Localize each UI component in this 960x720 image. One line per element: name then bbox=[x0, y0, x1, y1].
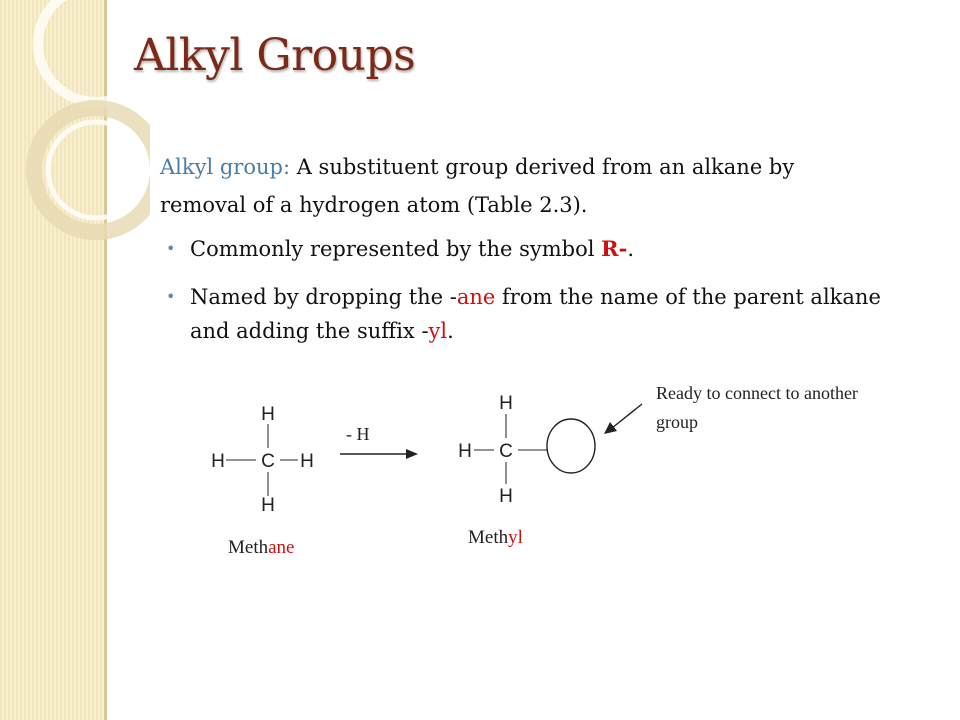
bullet-highlight: ane bbox=[456, 285, 496, 309]
methane-h-right: H bbox=[300, 451, 314, 472]
methyl-caption bbox=[468, 527, 523, 548]
bullet-icon: • bbox=[166, 287, 176, 306]
methyl-carbon: C bbox=[499, 441, 513, 462]
methyl-caption-stem: Meth bbox=[468, 527, 509, 548]
methane-caption-stem: Meth bbox=[228, 537, 269, 558]
methane-h-bottom: H bbox=[261, 495, 275, 516]
reaction-diagram bbox=[200, 378, 920, 588]
methane-h-left: H bbox=[211, 451, 225, 472]
definition-paragraph bbox=[160, 148, 880, 224]
callout-arrow-icon bbox=[604, 404, 642, 434]
circle-decoration bbox=[0, 0, 150, 300]
bullet-highlight: R- bbox=[601, 236, 628, 261]
bullet-item bbox=[164, 232, 904, 266]
bullet-text-end: . bbox=[447, 319, 454, 343]
methane-carbon: C bbox=[261, 451, 275, 472]
connection-point-circle bbox=[547, 419, 595, 473]
bullet-text-end: . bbox=[627, 237, 634, 261]
arrow-label: - H bbox=[346, 424, 370, 444]
methane-caption bbox=[228, 537, 294, 558]
reaction-arrow-icon bbox=[340, 449, 418, 459]
bullet-text-middle: from the name of the parent alkane and adding the suffix - bbox=[190, 285, 881, 343]
callout-text-line2: group bbox=[656, 412, 698, 432]
callout-text-line1: Ready to connect to another bbox=[656, 383, 858, 403]
slide-title: Alkyl Groups bbox=[134, 30, 416, 81]
methyl-h-bottom: H bbox=[499, 486, 513, 507]
methyl-h-left: H bbox=[458, 441, 472, 462]
methane-caption-suffix: ane bbox=[268, 537, 295, 558]
bullet-icon: • bbox=[166, 239, 176, 258]
methane-h-top: H bbox=[261, 404, 275, 425]
definition-text: A substituent group derived from an alkane by removal of a hydrogen atom (Table 2.3). bbox=[160, 155, 795, 217]
bullet-item bbox=[164, 280, 904, 348]
methyl-caption-suffix: yl bbox=[508, 527, 523, 548]
bullet-highlight-2: yl bbox=[428, 319, 448, 343]
bullet-text: Named by dropping the - bbox=[190, 285, 457, 309]
definition-term: Alkyl group: bbox=[160, 155, 291, 179]
methyl-h-top: H bbox=[499, 393, 513, 414]
bullet-list bbox=[164, 232, 904, 362]
bullet-text: Commonly represented by the symbol bbox=[190, 237, 602, 261]
